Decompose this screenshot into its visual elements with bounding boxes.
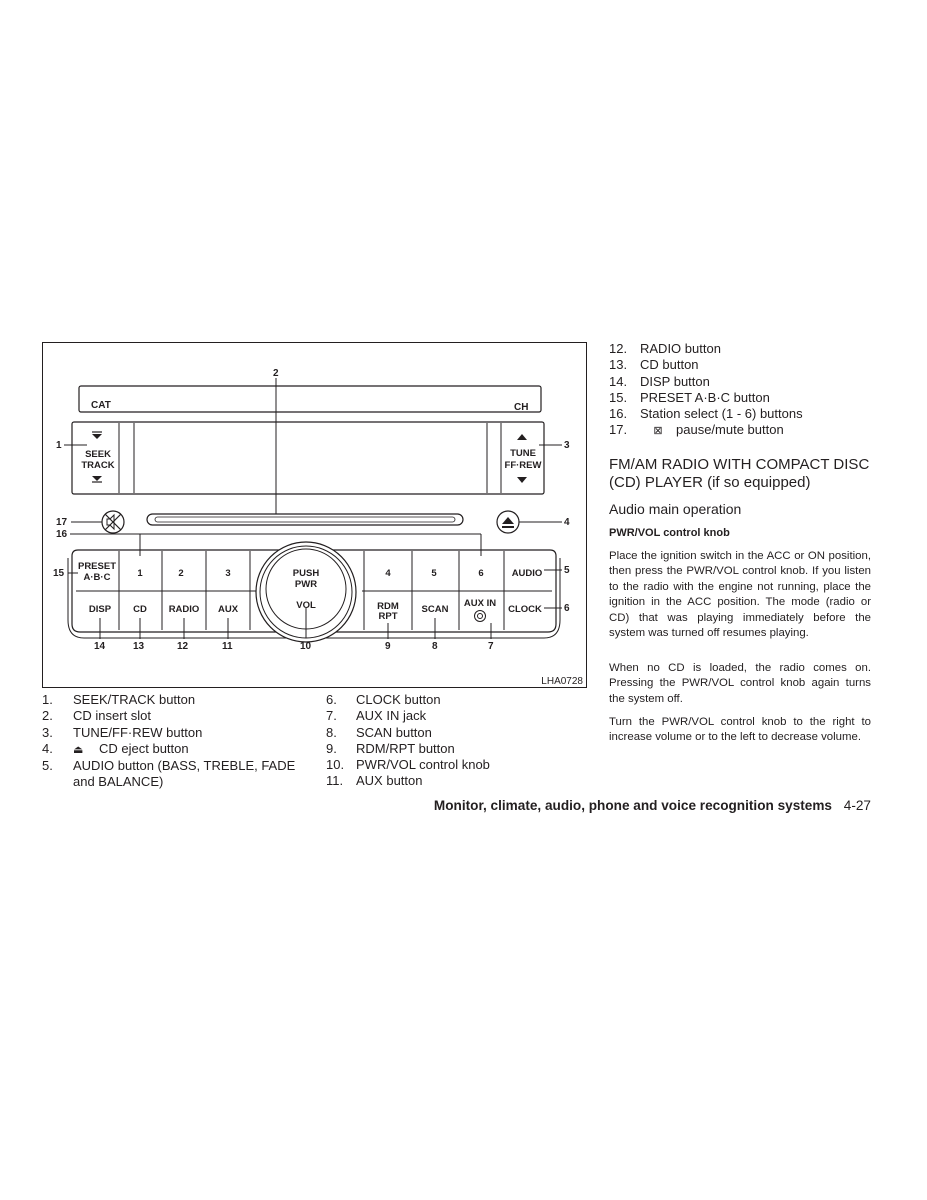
callout-11: 11 (222, 641, 233, 652)
list-item: 17. ⊠ pause/mute button (609, 422, 871, 439)
legend-list-left (42, 692, 312, 791)
callout-4: 4 (564, 517, 570, 528)
figure-code: LHA0728 (541, 676, 583, 687)
list-item: 7. AUX IN jack (326, 708, 427, 724)
station-5-button[interactable]: 5 (431, 568, 437, 579)
seek-up-arrow-icon (92, 434, 102, 439)
station-2-button[interactable]: 2 (178, 568, 184, 579)
scan-button[interactable]: SCAN (421, 604, 449, 615)
seek-track-button[interactable] (81, 432, 114, 482)
audio-unit-figure (42, 342, 587, 688)
list-item: 9. RDM/RPT button (326, 740, 455, 756)
page-number: 4-27 (843, 798, 871, 813)
rpt-label: RPT (378, 611, 398, 622)
list-item: 13. CD button (609, 357, 699, 373)
display-main-panel (72, 422, 544, 494)
callout-13: 13 (133, 641, 145, 652)
callout-1: 1 (56, 440, 62, 451)
aux-button[interactable]: AUX (217, 604, 239, 615)
tune-ff-rew-button[interactable] (505, 434, 542, 483)
cd-insert-slot[interactable] (147, 514, 463, 525)
list-item: 6. CLOCK button (326, 692, 441, 707)
callout-2: 2 (273, 368, 279, 379)
aux-in-jack[interactable] (464, 598, 496, 622)
callout-14: 14 (94, 641, 106, 652)
push-label: PUSH (292, 568, 320, 579)
display-cat-label: CAT (91, 400, 111, 411)
radio-button[interactable]: RADIO (168, 604, 200, 615)
tune-label: TUNE (510, 448, 536, 459)
callout-10: 10 (300, 641, 312, 652)
aux-in-label: AUX IN (463, 598, 497, 609)
tune-up-arrow-icon (517, 434, 527, 440)
list-item: 8. SCAN button (326, 724, 432, 740)
track-label: TRACK (81, 460, 115, 471)
clock-button[interactable]: CLOCK (508, 604, 542, 615)
callout-12: 12 (177, 641, 189, 652)
paragraph-2: When no CD is loaded, the radio comes on. Pressing the PWR/VOL control knob again turns the system off. (609, 662, 871, 705)
pwr-label: PWR (294, 579, 318, 590)
list-item: 15. PRESET A·B·C button (609, 389, 770, 405)
list-item: 10. PWR/VOL control knob (326, 757, 490, 773)
mute-icon: ⊠ (653, 425, 663, 438)
paragraph-3: Turn the PWR/VOL control knob to the right to increase volume or to the left to decrease volume. (609, 716, 871, 744)
footer-title: Monitor, climate, audio, phone and voice recognition systems (433, 798, 832, 813)
legend-list-right (609, 341, 871, 440)
tune-down-arrow-icon (517, 477, 527, 483)
seek-label: SEEK (85, 449, 111, 460)
list-item: 2. CD insert slot (42, 708, 152, 724)
display-top-panel (79, 386, 541, 412)
cd-button[interactable]: CD (133, 604, 147, 615)
section-heading-suffix: (if so equipped) (707, 474, 811, 491)
ff-rew-label: FF·REW (504, 460, 542, 471)
audio-button[interactable]: AUDIO (511, 568, 543, 579)
page-footer (434, 798, 871, 813)
paragraph-1: Place the ignition switch in the ACC or ON position, then press the PWR/VOL control knob. If you listen to the radio with the engine not running, place the ignition in the ACC position. The mode (radio or CD) that was playing immediately before the system was turned off resumes playing. (609, 550, 871, 640)
callout-15: 15 (53, 568, 65, 579)
disp-button[interactable]: DISP (88, 604, 112, 615)
pause-mute-button[interactable] (102, 511, 124, 533)
list-item: 16. Station select (1 - 6) buttons (609, 406, 803, 422)
callout-16: 16 (56, 529, 68, 540)
abc-label: A·B·C (83, 572, 111, 583)
list-item: 5. AUDIO button (BASS, TREBLE, FADE and BALANCE) (42, 758, 296, 790)
section-heading: FM/AM RADIO WITH COMPACT DISC (CD) PLAYER (if so equipped) (609, 456, 870, 491)
preset-abc-button[interactable] (78, 561, 116, 583)
list-item: 1. SEEK/TRACK button (42, 692, 196, 707)
list-item: 4. ⏏ CD eject button (42, 741, 312, 758)
knob-heading: PWR/VOL control knob (609, 527, 730, 539)
seek-down-arrow-icon (92, 476, 102, 481)
callout-6: 6 (564, 603, 570, 614)
preset-label: PRESET (77, 561, 117, 572)
station-1-button[interactable]: 1 (137, 568, 143, 579)
rdm-rpt-button[interactable] (377, 601, 399, 622)
eject-icon (502, 517, 514, 524)
display-ch-label: CH (514, 402, 529, 413)
rdm-label: RDM (377, 601, 399, 612)
callout-5: 5 (564, 565, 570, 576)
legend-list-middle (326, 692, 596, 790)
callout-3: 3 (564, 440, 570, 451)
station-6-button[interactable]: 6 (478, 568, 484, 579)
cd-eject-button[interactable] (497, 511, 519, 533)
vol-label: VOL (296, 600, 316, 611)
list-item: 12. RADIO button (609, 341, 721, 356)
eject-icon: ⏏ (73, 743, 84, 756)
callout-9: 9 (385, 641, 391, 652)
callout-8: 8 (432, 641, 438, 652)
callout-17: 17 (56, 517, 68, 528)
station-4-button[interactable]: 4 (385, 568, 391, 579)
subheading: Audio main operation (609, 501, 742, 517)
station-3-button[interactable]: 3 (225, 568, 231, 579)
list-item: 3. TUNE/FF·REW button (42, 724, 203, 740)
list-item: 11. AUX button (326, 773, 423, 789)
list-item: 14. DISP button (609, 373, 710, 389)
callout-7: 7 (488, 641, 494, 652)
